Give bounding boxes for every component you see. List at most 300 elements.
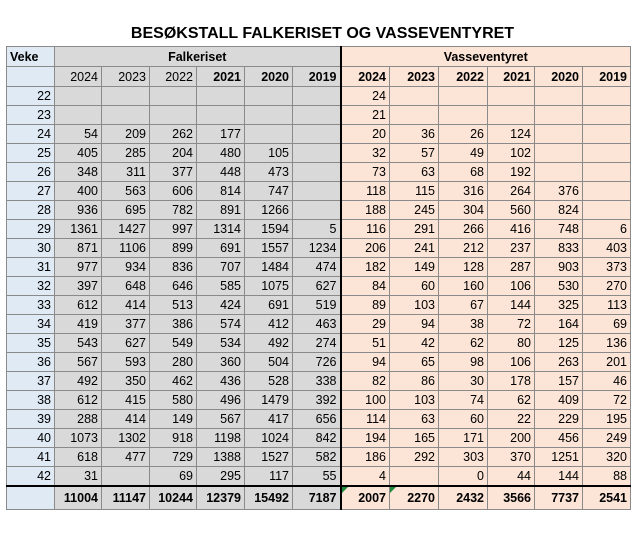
falkeriset-cell[interactable]: 448 xyxy=(197,163,245,182)
v-year-2021[interactable]: 2021 xyxy=(488,67,535,87)
falkeriset-cell[interactable]: 618 xyxy=(55,448,102,467)
falkeriset-cell[interactable]: 417 xyxy=(245,410,293,429)
vasseventyret-cell[interactable]: 102 xyxy=(488,144,535,163)
falkeriset-cell[interactable]: 543 xyxy=(55,334,102,353)
falkeriset-cell[interactable]: 593 xyxy=(102,353,150,372)
falkeriset-cell[interactable]: 477 xyxy=(102,448,150,467)
vasseventyret-cell[interactable] xyxy=(390,87,439,106)
v-year-2022[interactable]: 2022 xyxy=(439,67,488,87)
falkeriset-cell[interactable]: 414 xyxy=(102,410,150,429)
vasseventyret-cell[interactable]: 178 xyxy=(488,372,535,391)
f-year-2021[interactable]: 2021 xyxy=(197,67,245,87)
vasseventyret-cell[interactable] xyxy=(583,87,631,106)
vasseventyret-cell[interactable]: 32 xyxy=(341,144,390,163)
falkeriset-cell[interactable]: 871 xyxy=(55,239,102,258)
vasseventyret-cell[interactable]: 65 xyxy=(390,353,439,372)
falkeriset-cell[interactable]: 1557 xyxy=(245,239,293,258)
week-cell[interactable]: 27 xyxy=(7,182,55,201)
falkeriset-cell[interactable]: 280 xyxy=(150,353,197,372)
falkeriset-cell[interactable]: 1314 xyxy=(197,220,245,239)
falkeriset-cell[interactable]: 1594 xyxy=(245,220,293,239)
vasseventyret-cell[interactable]: 86 xyxy=(390,372,439,391)
vasseventyret-cell[interactable]: 49 xyxy=(439,144,488,163)
falkeriset-cell[interactable]: 414 xyxy=(102,296,150,315)
vasseventyret-cell[interactable] xyxy=(583,106,631,125)
falkeriset-cell[interactable]: 1388 xyxy=(197,448,245,467)
falkeriset-cell[interactable]: 648 xyxy=(102,277,150,296)
falkeriset-cell[interactable]: 1024 xyxy=(245,429,293,448)
vasseventyret-cell[interactable]: 263 xyxy=(535,353,583,372)
falkeriset-cell[interactable] xyxy=(245,87,293,106)
vasseventyret-cell[interactable]: 144 xyxy=(535,467,583,487)
falkeriset-cell[interactable]: 580 xyxy=(150,391,197,410)
falkeriset-cell[interactable]: 582 xyxy=(293,448,341,467)
falkeriset-cell[interactable] xyxy=(197,106,245,125)
falkeriset-cell[interactable]: 1361 xyxy=(55,220,102,239)
vasseventyret-cell[interactable]: 270 xyxy=(583,277,631,296)
vasseventyret-cell[interactable]: 245 xyxy=(390,201,439,220)
vasseventyret-cell[interactable]: 4 xyxy=(341,467,390,487)
vasseventyret-cell[interactable]: 62 xyxy=(439,334,488,353)
falkeriset-cell[interactable]: 534 xyxy=(197,334,245,353)
vasseventyret-cell[interactable]: 249 xyxy=(583,429,631,448)
vasseventyret-cell[interactable]: 24 xyxy=(341,87,390,106)
f-year-2019[interactable]: 2019 xyxy=(293,67,341,87)
falkeriset-cell[interactable]: 400 xyxy=(55,182,102,201)
falkeriset-cell[interactable]: 473 xyxy=(245,163,293,182)
vasseventyret-cell[interactable]: 22 xyxy=(488,410,535,429)
vasseventyret-cell[interactable]: 60 xyxy=(439,410,488,429)
week-cell[interactable]: 35 xyxy=(7,334,55,353)
vasseventyret-cell[interactable]: 118 xyxy=(341,182,390,201)
week-cell[interactable]: 30 xyxy=(7,239,55,258)
vasseventyret-cell[interactable]: 0 xyxy=(439,467,488,487)
vasseventyret-cell[interactable] xyxy=(535,106,583,125)
falkeriset-total[interactable]: 10244 xyxy=(150,486,197,510)
vasseventyret-total[interactable]: 2432 xyxy=(439,486,488,510)
vasseventyret-cell[interactable]: 264 xyxy=(488,182,535,201)
vasseventyret-cell[interactable]: 149 xyxy=(390,258,439,277)
vasseventyret-cell[interactable]: 316 xyxy=(439,182,488,201)
vasseventyret-cell[interactable]: 68 xyxy=(439,163,488,182)
vasseventyret-cell[interactable]: 82 xyxy=(341,372,390,391)
falkeriset-cell[interactable] xyxy=(293,182,341,201)
falkeriset-cell[interactable] xyxy=(293,87,341,106)
vasseventyret-cell[interactable]: 748 xyxy=(535,220,583,239)
falkeriset-cell[interactable]: 496 xyxy=(197,391,245,410)
v-year-2020[interactable]: 2020 xyxy=(535,67,583,87)
falkeriset-cell[interactable]: 574 xyxy=(197,315,245,334)
falkeriset-cell[interactable]: 424 xyxy=(197,296,245,315)
falkeriset-cell[interactable]: 1106 xyxy=(102,239,150,258)
vasseventyret-cell[interactable]: 20 xyxy=(341,125,390,144)
vasseventyret-cell[interactable] xyxy=(488,106,535,125)
falkeriset-cell[interactable]: 405 xyxy=(55,144,102,163)
week-cell[interactable]: 34 xyxy=(7,315,55,334)
falkeriset-cell[interactable]: 204 xyxy=(150,144,197,163)
totals-label-cell[interactable] xyxy=(7,486,55,510)
falkeriset-cell[interactable]: 415 xyxy=(102,391,150,410)
vasseventyret-cell[interactable]: 114 xyxy=(341,410,390,429)
falkeriset-cell[interactable]: 585 xyxy=(197,277,245,296)
falkeriset-cell[interactable]: 747 xyxy=(245,182,293,201)
vasseventyret-cell[interactable]: 6 xyxy=(583,220,631,239)
week-cell[interactable]: 38 xyxy=(7,391,55,410)
falkeriset-cell[interactable]: 691 xyxy=(245,296,293,315)
vasseventyret-total[interactable]: 2541 xyxy=(583,486,631,510)
falkeriset-cell[interactable]: 55 xyxy=(293,467,341,487)
vasseventyret-cell[interactable]: 62 xyxy=(488,391,535,410)
falkeriset-cell[interactable]: 288 xyxy=(55,410,102,429)
vasseventyret-cell[interactable]: 186 xyxy=(341,448,390,467)
vasseventyret-cell[interactable]: 60 xyxy=(390,277,439,296)
falkeriset-cell[interactable]: 1075 xyxy=(245,277,293,296)
vasseventyret-cell[interactable]: 160 xyxy=(439,277,488,296)
falkeriset-total[interactable]: 12379 xyxy=(197,486,245,510)
vasseventyret-cell[interactable]: 212 xyxy=(439,239,488,258)
vasseventyret-cell[interactable]: 200 xyxy=(488,429,535,448)
falkeriset-cell[interactable]: 567 xyxy=(55,353,102,372)
falkeriset-total[interactable]: 11004 xyxy=(55,486,102,510)
vasseventyret-cell[interactable]: 100 xyxy=(341,391,390,410)
falkeriset-cell[interactable]: 729 xyxy=(150,448,197,467)
falkeriset-cell[interactable]: 1198 xyxy=(197,429,245,448)
vasseventyret-cell[interactable]: 903 xyxy=(535,258,583,277)
falkeriset-cell[interactable] xyxy=(150,106,197,125)
vasseventyret-cell[interactable] xyxy=(583,125,631,144)
vasseventyret-cell[interactable]: 560 xyxy=(488,201,535,220)
falkeriset-cell[interactable] xyxy=(197,87,245,106)
vasseventyret-cell[interactable]: 136 xyxy=(583,334,631,353)
vasseventyret-cell[interactable]: 195 xyxy=(583,410,631,429)
vasseventyret-cell[interactable]: 165 xyxy=(390,429,439,448)
vasseventyret-cell[interactable]: 98 xyxy=(439,353,488,372)
week-cell[interactable]: 31 xyxy=(7,258,55,277)
falkeriset-cell[interactable]: 54 xyxy=(55,125,102,144)
vasseventyret-cell[interactable]: 292 xyxy=(390,448,439,467)
falkeriset-cell[interactable]: 412 xyxy=(245,315,293,334)
falkeriset-cell[interactable]: 612 xyxy=(55,296,102,315)
vasseventyret-cell[interactable]: 46 xyxy=(583,372,631,391)
week-cell[interactable]: 41 xyxy=(7,448,55,467)
vasseventyret-total[interactable]: 7737 xyxy=(535,486,583,510)
falkeriset-cell[interactable]: 612 xyxy=(55,391,102,410)
falkeriset-header[interactable]: Falkeriset xyxy=(55,47,341,67)
f-year-2024[interactable]: 2024 xyxy=(55,67,102,87)
vasseventyret-cell[interactable] xyxy=(583,201,631,220)
week-cell[interactable]: 26 xyxy=(7,163,55,182)
falkeriset-cell[interactable]: 31 xyxy=(55,467,102,487)
v-year-2024[interactable]: 2024 xyxy=(341,67,390,87)
falkeriset-cell[interactable]: 105 xyxy=(245,144,293,163)
vasseventyret-cell[interactable]: 157 xyxy=(535,372,583,391)
falkeriset-cell[interactable]: 519 xyxy=(293,296,341,315)
falkeriset-total[interactable]: 15492 xyxy=(245,486,293,510)
week-cell[interactable]: 39 xyxy=(7,410,55,429)
vasseventyret-cell[interactable]: 106 xyxy=(488,277,535,296)
falkeriset-cell[interactable]: 1479 xyxy=(245,391,293,410)
falkeriset-cell[interactable]: 262 xyxy=(150,125,197,144)
falkeriset-cell[interactable]: 117 xyxy=(245,467,293,487)
vasseventyret-total[interactable]: 3566 xyxy=(488,486,535,510)
vasseventyret-cell[interactable]: 237 xyxy=(488,239,535,258)
vasseventyret-cell[interactable]: 266 xyxy=(439,220,488,239)
falkeriset-cell[interactable] xyxy=(293,106,341,125)
vasseventyret-cell[interactable]: 89 xyxy=(341,296,390,315)
week-cell[interactable]: 33 xyxy=(7,296,55,315)
vasseventyret-cell[interactable] xyxy=(488,87,535,106)
falkeriset-cell[interactable]: 563 xyxy=(102,182,150,201)
falkeriset-cell[interactable] xyxy=(55,106,102,125)
vasseventyret-cell[interactable] xyxy=(439,87,488,106)
vasseventyret-cell[interactable]: 51 xyxy=(341,334,390,353)
falkeriset-cell[interactable]: 69 xyxy=(150,467,197,487)
vasseventyret-cell[interactable] xyxy=(535,144,583,163)
vasseventyret-cell[interactable]: 63 xyxy=(390,163,439,182)
falkeriset-cell[interactable]: 646 xyxy=(150,277,197,296)
falkeriset-cell[interactable]: 691 xyxy=(197,239,245,258)
v-year-2023[interactable]: 2023 xyxy=(390,67,439,87)
veke-header[interactable]: Veke xyxy=(7,47,55,67)
falkeriset-cell[interactable]: 656 xyxy=(293,410,341,429)
falkeriset-cell[interactable]: 377 xyxy=(102,315,150,334)
veke-year-blank[interactable] xyxy=(7,67,55,87)
vasseventyret-cell[interactable]: 194 xyxy=(341,429,390,448)
vasseventyret-cell[interactable]: 84 xyxy=(341,277,390,296)
falkeriset-cell[interactable]: 836 xyxy=(150,258,197,277)
falkeriset-total[interactable]: 11147 xyxy=(102,486,150,510)
vasseventyret-cell[interactable]: 29 xyxy=(341,315,390,334)
vasseventyret-cell[interactable]: 303 xyxy=(439,448,488,467)
vasseventyret-cell[interactable]: 103 xyxy=(390,391,439,410)
falkeriset-cell[interactable]: 1427 xyxy=(102,220,150,239)
vasseventyret-cell[interactable]: 103 xyxy=(390,296,439,315)
vasseventyret-total[interactable]: 2270 xyxy=(390,486,439,510)
vasseventyret-cell[interactable]: 403 xyxy=(583,239,631,258)
falkeriset-cell[interactable]: 377 xyxy=(150,163,197,182)
vasseventyret-cell[interactable]: 456 xyxy=(535,429,583,448)
falkeriset-cell[interactable]: 436 xyxy=(197,372,245,391)
vasseventyret-cell[interactable] xyxy=(583,144,631,163)
falkeriset-cell[interactable]: 5 xyxy=(293,220,341,239)
vasseventyret-cell[interactable]: 201 xyxy=(583,353,631,372)
vasseventyret-cell[interactable]: 304 xyxy=(439,201,488,220)
falkeriset-cell[interactable]: 726 xyxy=(293,353,341,372)
falkeriset-cell[interactable] xyxy=(245,106,293,125)
falkeriset-cell[interactable]: 492 xyxy=(55,372,102,391)
vasseventyret-cell[interactable]: 106 xyxy=(488,353,535,372)
vasseventyret-cell[interactable] xyxy=(535,125,583,144)
falkeriset-cell[interactable]: 695 xyxy=(102,201,150,220)
falkeriset-cell[interactable]: 480 xyxy=(197,144,245,163)
f-year-2022[interactable]: 2022 xyxy=(150,67,197,87)
falkeriset-cell[interactable]: 707 xyxy=(197,258,245,277)
falkeriset-cell[interactable]: 462 xyxy=(150,372,197,391)
week-cell[interactable]: 22 xyxy=(7,87,55,106)
vasseventyret-cell[interactable]: 287 xyxy=(488,258,535,277)
falkeriset-cell[interactable]: 350 xyxy=(102,372,150,391)
falkeriset-cell[interactable]: 177 xyxy=(197,125,245,144)
falkeriset-cell[interactable]: 504 xyxy=(245,353,293,372)
falkeriset-cell[interactable]: 492 xyxy=(245,334,293,353)
vasseventyret-cell[interactable]: 38 xyxy=(439,315,488,334)
vasseventyret-cell[interactable]: 530 xyxy=(535,277,583,296)
vasseventyret-cell[interactable]: 69 xyxy=(583,315,631,334)
vasseventyret-cell[interactable]: 113 xyxy=(583,296,631,315)
vasseventyret-cell[interactable]: 42 xyxy=(390,334,439,353)
vasseventyret-cell[interactable]: 115 xyxy=(390,182,439,201)
falkeriset-cell[interactable]: 814 xyxy=(197,182,245,201)
falkeriset-cell[interactable]: 934 xyxy=(102,258,150,277)
vasseventyret-cell[interactable]: 125 xyxy=(535,334,583,353)
vasseventyret-cell[interactable]: 26 xyxy=(439,125,488,144)
vasseventyret-cell[interactable]: 291 xyxy=(390,220,439,239)
vasseventyret-cell[interactable]: 94 xyxy=(390,315,439,334)
falkeriset-cell[interactable]: 474 xyxy=(293,258,341,277)
vasseventyret-cell[interactable]: 325 xyxy=(535,296,583,315)
vasseventyret-cell[interactable]: 188 xyxy=(341,201,390,220)
falkeriset-cell[interactable]: 348 xyxy=(55,163,102,182)
vasseventyret-cell[interactable]: 833 xyxy=(535,239,583,258)
vasseventyret-cell[interactable]: 72 xyxy=(583,391,631,410)
vasseventyret-cell[interactable]: 229 xyxy=(535,410,583,429)
falkeriset-cell[interactable] xyxy=(55,87,102,106)
falkeriset-cell[interactable]: 295 xyxy=(197,467,245,487)
v-year-2019[interactable]: 2019 xyxy=(583,67,631,87)
vasseventyret-cell[interactable]: 67 xyxy=(439,296,488,315)
vasseventyret-cell[interactable] xyxy=(583,182,631,201)
week-cell[interactable]: 40 xyxy=(7,429,55,448)
week-cell[interactable]: 32 xyxy=(7,277,55,296)
f-year-2020[interactable]: 2020 xyxy=(245,67,293,87)
falkeriset-cell[interactable]: 463 xyxy=(293,315,341,334)
falkeriset-cell[interactable]: 567 xyxy=(197,410,245,429)
falkeriset-cell[interactable]: 918 xyxy=(150,429,197,448)
falkeriset-cell[interactable]: 1266 xyxy=(245,201,293,220)
falkeriset-cell[interactable]: 386 xyxy=(150,315,197,334)
falkeriset-cell[interactable]: 311 xyxy=(102,163,150,182)
vasseventyret-cell[interactable]: 192 xyxy=(488,163,535,182)
vasseventyret-cell[interactable]: 63 xyxy=(390,410,439,429)
vasseventyret-cell[interactable]: 94 xyxy=(341,353,390,372)
vasseventyret-cell[interactable]: 164 xyxy=(535,315,583,334)
falkeriset-cell[interactable]: 627 xyxy=(102,334,150,353)
falkeriset-cell[interactable] xyxy=(293,144,341,163)
falkeriset-cell[interactable]: 997 xyxy=(150,220,197,239)
falkeriset-cell[interactable]: 274 xyxy=(293,334,341,353)
vasseventyret-cell[interactable]: 373 xyxy=(583,258,631,277)
falkeriset-cell[interactable]: 977 xyxy=(55,258,102,277)
falkeriset-cell[interactable]: 1234 xyxy=(293,239,341,258)
vasseventyret-cell[interactable]: 80 xyxy=(488,334,535,353)
falkeriset-cell[interactable] xyxy=(293,201,341,220)
vasseventyret-cell[interactable]: 74 xyxy=(439,391,488,410)
vasseventyret-total[interactable]: 2007 xyxy=(341,486,390,510)
falkeriset-cell[interactable]: 513 xyxy=(150,296,197,315)
vasseventyret-cell[interactable]: 144 xyxy=(488,296,535,315)
week-cell[interactable]: 36 xyxy=(7,353,55,372)
vasseventyret-cell[interactable]: 57 xyxy=(390,144,439,163)
vasseventyret-cell[interactable]: 409 xyxy=(535,391,583,410)
vasseventyret-cell[interactable]: 21 xyxy=(341,106,390,125)
vasseventyret-cell[interactable]: 44 xyxy=(488,467,535,487)
falkeriset-cell[interactable]: 782 xyxy=(150,201,197,220)
falkeriset-cell[interactable]: 1527 xyxy=(245,448,293,467)
vasseventyret-cell[interactable] xyxy=(583,163,631,182)
falkeriset-cell[interactable]: 1302 xyxy=(102,429,150,448)
falkeriset-cell[interactable]: 627 xyxy=(293,277,341,296)
vasseventyret-cell[interactable]: 416 xyxy=(488,220,535,239)
vasseventyret-cell[interactable] xyxy=(390,467,439,487)
week-cell[interactable]: 42 xyxy=(7,467,55,487)
vasseventyret-cell[interactable] xyxy=(439,106,488,125)
vasseventyret-header[interactable]: Vasseventyret xyxy=(341,47,631,67)
week-cell[interactable]: 25 xyxy=(7,144,55,163)
vasseventyret-cell[interactable] xyxy=(535,163,583,182)
falkeriset-cell[interactable]: 1073 xyxy=(55,429,102,448)
vasseventyret-cell[interactable]: 1251 xyxy=(535,448,583,467)
falkeriset-cell[interactable]: 149 xyxy=(150,410,197,429)
falkeriset-cell[interactable]: 285 xyxy=(102,144,150,163)
vasseventyret-cell[interactable]: 182 xyxy=(341,258,390,277)
falkeriset-cell[interactable]: 397 xyxy=(55,277,102,296)
falkeriset-cell[interactable]: 936 xyxy=(55,201,102,220)
falkeriset-cell[interactable]: 549 xyxy=(150,334,197,353)
vasseventyret-cell[interactable]: 88 xyxy=(583,467,631,487)
falkeriset-cell[interactable]: 842 xyxy=(293,429,341,448)
vasseventyret-cell[interactable]: 824 xyxy=(535,201,583,220)
vasseventyret-cell[interactable]: 171 xyxy=(439,429,488,448)
vasseventyret-cell[interactable]: 116 xyxy=(341,220,390,239)
vasseventyret-cell[interactable]: 320 xyxy=(583,448,631,467)
falkeriset-cell[interactable]: 528 xyxy=(245,372,293,391)
vasseventyret-cell[interactable]: 376 xyxy=(535,182,583,201)
vasseventyret-cell[interactable]: 370 xyxy=(488,448,535,467)
falkeriset-cell[interactable]: 606 xyxy=(150,182,197,201)
vasseventyret-cell[interactable] xyxy=(535,87,583,106)
falkeriset-total[interactable]: 7187 xyxy=(293,486,341,510)
week-cell[interactable]: 24 xyxy=(7,125,55,144)
week-cell[interactable]: 37 xyxy=(7,372,55,391)
falkeriset-cell[interactable] xyxy=(150,87,197,106)
vasseventyret-cell[interactable]: 124 xyxy=(488,125,535,144)
vasseventyret-cell[interactable]: 72 xyxy=(488,315,535,334)
vasseventyret-cell[interactable]: 36 xyxy=(390,125,439,144)
week-cell[interactable]: 28 xyxy=(7,201,55,220)
vasseventyret-cell[interactable]: 206 xyxy=(341,239,390,258)
falkeriset-cell[interactable]: 419 xyxy=(55,315,102,334)
week-cell[interactable]: 23 xyxy=(7,106,55,125)
falkeriset-cell[interactable]: 338 xyxy=(293,372,341,391)
vasseventyret-cell[interactable] xyxy=(390,106,439,125)
falkeriset-cell[interactable] xyxy=(293,163,341,182)
falkeriset-cell[interactable]: 209 xyxy=(102,125,150,144)
falkeriset-cell[interactable] xyxy=(102,106,150,125)
falkeriset-cell[interactable]: 360 xyxy=(197,353,245,372)
falkeriset-cell[interactable]: 392 xyxy=(293,391,341,410)
falkeriset-cell[interactable]: 1484 xyxy=(245,258,293,277)
vasseventyret-cell[interactable]: 30 xyxy=(439,372,488,391)
falkeriset-cell[interactable]: 899 xyxy=(150,239,197,258)
falkeriset-cell[interactable] xyxy=(102,467,150,487)
falkeriset-cell[interactable] xyxy=(102,87,150,106)
vasseventyret-cell[interactable]: 73 xyxy=(341,163,390,182)
f-year-2023[interactable]: 2023 xyxy=(102,67,150,87)
falkeriset-cell[interactable]: 891 xyxy=(197,201,245,220)
vasseventyret-cell[interactable]: 241 xyxy=(390,239,439,258)
vasseventyret-cell[interactable]: 128 xyxy=(439,258,488,277)
week-cell[interactable]: 29 xyxy=(7,220,55,239)
